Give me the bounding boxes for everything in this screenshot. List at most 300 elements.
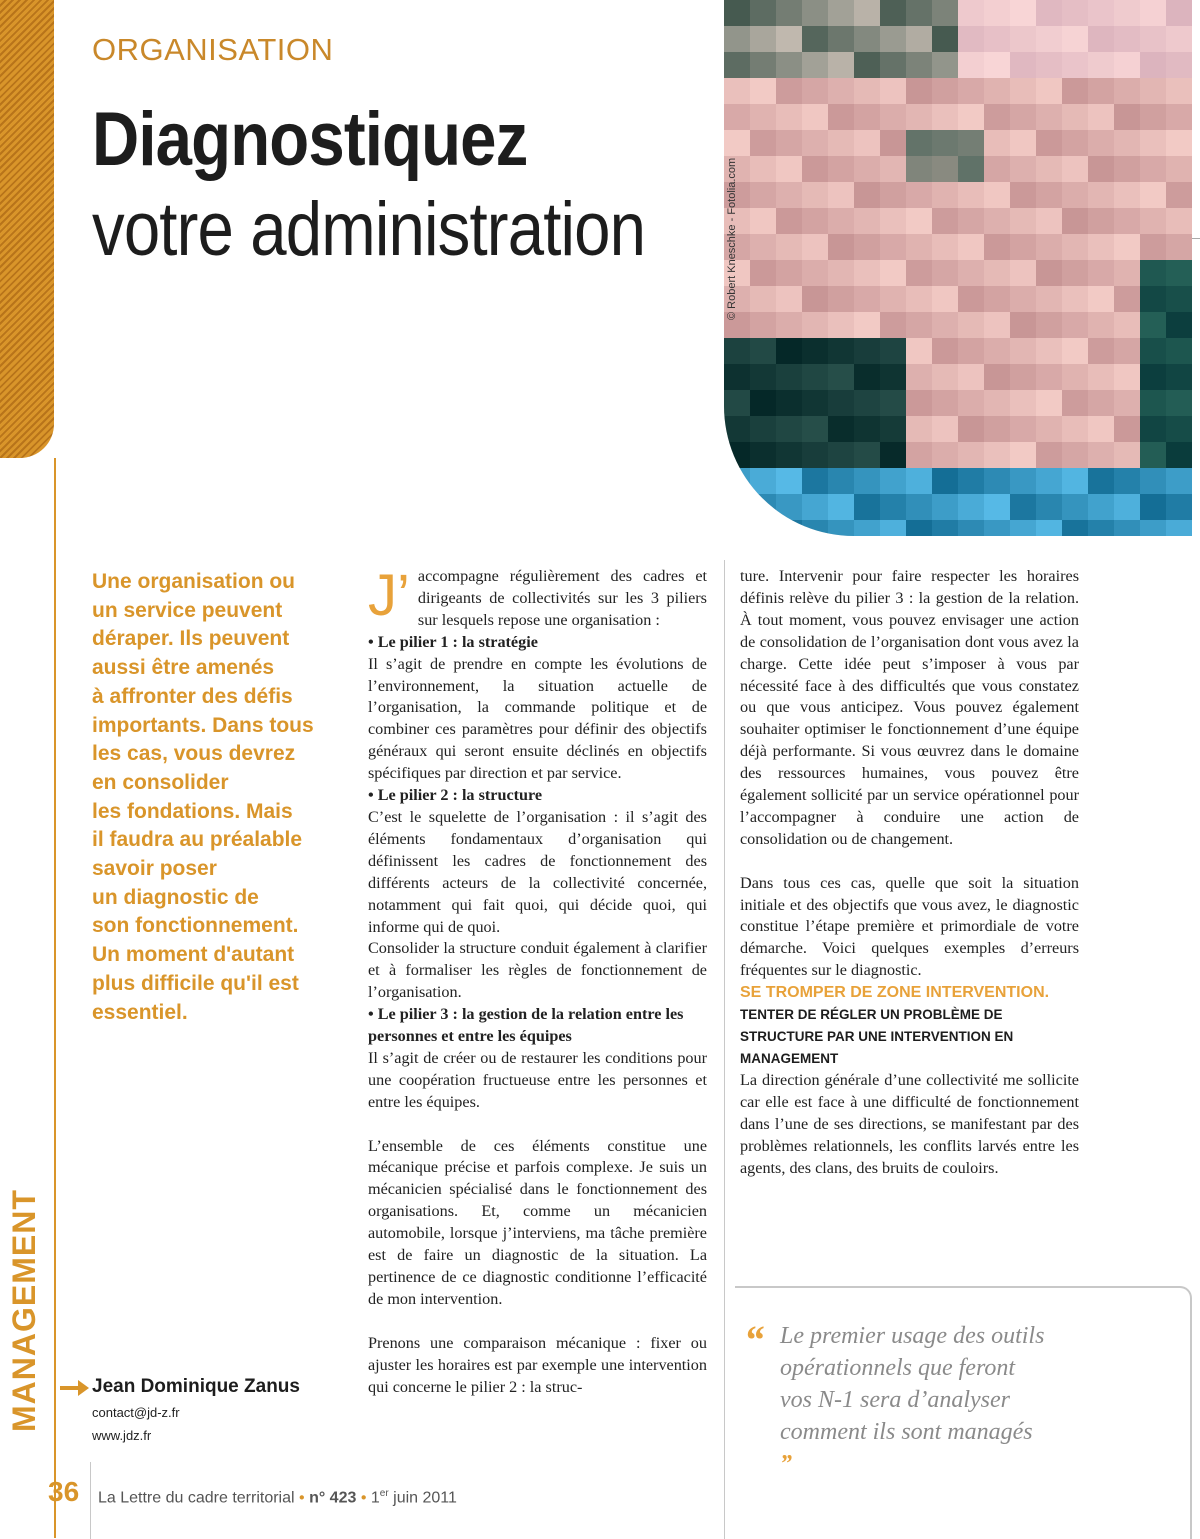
pixel-tile [1010, 130, 1036, 156]
pixel-tile [1062, 208, 1088, 234]
pixel-tile [932, 130, 958, 156]
pixel-tile [880, 416, 906, 442]
pixel-tile [1140, 0, 1166, 26]
pixel-tile [828, 364, 854, 390]
pixel-tile [1088, 364, 1114, 390]
pixel-tile [854, 312, 880, 338]
pixel-tile [854, 286, 880, 312]
pixelated-portrait-photo [724, 0, 1192, 536]
pixel-tile [854, 208, 880, 234]
pixel-tile [724, 364, 750, 390]
pixel-tile [1062, 182, 1088, 208]
pixel-tile [1088, 520, 1114, 536]
pixel-tile [724, 78, 750, 104]
pixel-tile [776, 312, 802, 338]
pixel-tile [854, 104, 880, 130]
pixel-tile [1088, 390, 1114, 416]
pixel-tile [1010, 182, 1036, 208]
pixel-tile [1010, 416, 1036, 442]
pixel-tile [1140, 78, 1166, 104]
pixel-tile [1062, 312, 1088, 338]
paragraph: C’est le squelette de l’organisation : il s’agit des éléments fondamentaux d’organisation qui définissent les cadres de fonctionnement des différents acteurs de la collectivité concernée, notamment qui fait quoi, qui décide quoi, qui informe qui de quoi. [368, 807, 707, 936]
pixel-tile [1036, 416, 1062, 442]
pixel-tile [1010, 312, 1036, 338]
pixel-tile [750, 182, 776, 208]
pixel-tile [1166, 338, 1192, 364]
author-website-link[interactable]: www.jdz.fr [92, 1428, 152, 1443]
pixel-tile [724, 390, 750, 416]
pixel-tile [932, 52, 958, 78]
pixel-tile [750, 0, 776, 26]
footer-bullet: • [299, 1489, 305, 1507]
pixel-tile [984, 494, 1010, 520]
pixel-tile [984, 26, 1010, 52]
pixel-tile [1114, 156, 1140, 182]
pixel-tile [1088, 286, 1114, 312]
pixel-tile [802, 78, 828, 104]
footer-publication-line [98, 1488, 457, 1507]
pixel-tile [932, 26, 958, 52]
pixel-tile [1114, 52, 1140, 78]
pixel-tile [1114, 104, 1140, 130]
pull-quote-line [780, 1416, 1110, 1480]
pixel-tile [1062, 26, 1088, 52]
pixel-tile [958, 338, 984, 364]
pixel-tile [1114, 260, 1140, 286]
pull-quote-line: vos N-1 sera d’analyser [780, 1387, 1010, 1413]
pixel-tile [1010, 104, 1036, 130]
standfirst [92, 568, 317, 1027]
dropcap: J’ [368, 563, 410, 628]
article-column-2 [740, 566, 1079, 1180]
pixel-tile [1114, 78, 1140, 104]
pixel-tile [906, 104, 932, 130]
pixel-tile [854, 442, 880, 468]
pixel-tile [880, 260, 906, 286]
pixel-tile [854, 0, 880, 26]
pixel-tile [984, 234, 1010, 260]
pixel-tile [828, 104, 854, 130]
pixel-tile [776, 104, 802, 130]
paragraph: L’ensemble de ces éléments constitue une mécanique précise et parfois complexe. Je suis un mécanicien spécialisé dans le fonctionnement des organisations. Et, comme un mécanicien automobile, lorsque j’interviens, ma tâche première est de faire un diagnostic de la situation. La pertinence de ce diagnostic conditionne l’efficacité de mon intervention. [368, 1136, 707, 1308]
footer-bullet: • [360, 1489, 367, 1507]
pixel-tile [984, 468, 1010, 494]
pixel-tile [724, 442, 750, 468]
pixel-tile [1140, 364, 1166, 390]
pixel-tile [932, 286, 958, 312]
pixel-tile [906, 208, 932, 234]
standfirst-line: aussi être amenés [92, 656, 275, 680]
pixel-tile [750, 156, 776, 182]
pixel-tile [1036, 26, 1062, 52]
pixel-tile [1036, 208, 1062, 234]
pixel-tile [906, 364, 932, 390]
photo-credit: © Robert Kneschke - Fotolia.com [726, 157, 738, 320]
pixel-tile [958, 104, 984, 130]
standfirst-line: essentiel. [92, 1000, 188, 1024]
pixel-tile [1166, 208, 1192, 234]
pixel-tile [1140, 520, 1166, 536]
pixel-tile [1088, 0, 1114, 26]
pixel-tile [802, 234, 828, 260]
pixel-tile [1166, 234, 1192, 260]
pixel-tile [828, 338, 854, 364]
pixel-tile [880, 442, 906, 468]
standfirst-line: en consolider [92, 770, 229, 794]
pixel-tile [1062, 156, 1088, 182]
pixel-tile [802, 104, 828, 130]
footer-rule [90, 1462, 91, 1539]
pixel-tile [958, 468, 984, 494]
pixel-tile [958, 208, 984, 234]
pixel-tile [1114, 416, 1140, 442]
section-subheading: TENTER DE RÉGLER UN PROBLÈME DE STRUCTURE PAR UNE INTERVENTION EN MANAGEMENT [740, 1007, 1014, 1067]
pixel-tile [802, 52, 828, 78]
pixel-tile [1010, 520, 1036, 536]
pixel-tile [906, 468, 932, 494]
standfirst-line: importants. Dans tous [92, 713, 314, 737]
pixel-tile [854, 130, 880, 156]
pixel-tile [1036, 0, 1062, 26]
pixel-tile [854, 234, 880, 260]
side-stripe-decoration [0, 0, 54, 458]
standfirst-line: il faudra au préalable [92, 828, 303, 852]
pixel-tile [1114, 390, 1140, 416]
pixel-tile [802, 364, 828, 390]
pixel-tile [828, 130, 854, 156]
pixel-tile [1140, 338, 1166, 364]
pixel-tile [724, 26, 750, 52]
pull-quote-last-text: comment ils sont managés [780, 1419, 1033, 1445]
pixel-tile [984, 156, 1010, 182]
pixel-tile [776, 390, 802, 416]
pixel-tile [1088, 26, 1114, 52]
arrow-right-icon [60, 1378, 90, 1398]
pixel-tile [1036, 182, 1062, 208]
standfirst-line: Une organisation ou [92, 570, 296, 593]
pixel-tile [1010, 390, 1036, 416]
pixel-tile [1166, 260, 1192, 286]
pixel-tile [802, 494, 828, 520]
pixel-tile [984, 390, 1010, 416]
pixel-tile [906, 78, 932, 104]
paragraph-gap [368, 1311, 707, 1333]
pixel-tile [1010, 260, 1036, 286]
pixel-tile [854, 182, 880, 208]
pixel-tile [802, 208, 828, 234]
side-rule [54, 458, 56, 1538]
pixel-tile [1062, 338, 1088, 364]
pixel-tile [958, 416, 984, 442]
pixel-tile [1010, 78, 1036, 104]
pixel-tile [880, 312, 906, 338]
pixel-tile [880, 208, 906, 234]
pixel-tile [750, 468, 776, 494]
pixel-tile [958, 364, 984, 390]
pixel-tile [776, 130, 802, 156]
pixel-tile [1166, 442, 1192, 468]
pixel-tile [1088, 130, 1114, 156]
pixel-tile [932, 494, 958, 520]
pixel-tile [1114, 182, 1140, 208]
pixel-tile [776, 208, 802, 234]
pixel-tile [1088, 312, 1114, 338]
headline-line-1: Diagnostiquez [92, 97, 528, 182]
pixel-tile [932, 390, 958, 416]
pixel-tile [1036, 494, 1062, 520]
pixel-tile [932, 442, 958, 468]
pixel-tile [724, 416, 750, 442]
pixel-tile [1166, 78, 1192, 104]
pixel-tile [854, 156, 880, 182]
standfirst-line: un service peuvent [92, 598, 283, 622]
pixel-tile [750, 312, 776, 338]
pixel-tile [984, 312, 1010, 338]
pixel-tile [802, 390, 828, 416]
pixel-tile [1114, 0, 1140, 26]
pixel-tile [854, 338, 880, 364]
issue-date-day: 1 [370, 1489, 380, 1507]
pixel-tile [802, 156, 828, 182]
pixel-tile [802, 520, 828, 536]
pixel-tile [1062, 78, 1088, 104]
pixel-tile [906, 312, 932, 338]
pixel-tile [1114, 26, 1140, 52]
pixel-tile [958, 312, 984, 338]
pixel-tile [1088, 338, 1114, 364]
pixel-tile [776, 338, 802, 364]
section-label: MANAGEMENT [6, 1189, 42, 1432]
pixel-tile [984, 0, 1010, 26]
pixel-tile [776, 494, 802, 520]
pixel-tile [1140, 156, 1166, 182]
pixel-tile [1010, 364, 1036, 390]
pixel-tile [854, 26, 880, 52]
pixel-tile [1166, 182, 1192, 208]
pixel-tile [1140, 182, 1166, 208]
pixel-tile [958, 26, 984, 52]
paragraph: ture. Intervenir pour faire respecter les horaires définis relève du pilier 3 : la gestion de la relation. À tout moment, vous pouvez envisager une action de consolidation de l’organisation dont vous avez la charge. Cette idée peut s’imposer à vous par nécessité face à des difficultés que vous constatez ou que vous anticipez. Vous pouvez également souhaiter optimiser le fonctionnement d’une équipe déjà performante. Si vous œuvrez dans le domaine des ressources humaines, vous pouvez être également sollicité par un service opérationnel pour l’accompagner à conduire une action de consolidation ou de changement. [740, 567, 1079, 848]
pixel-tile [1062, 52, 1088, 78]
paragraph-gap [368, 1114, 707, 1136]
pixel-tile [1166, 286, 1192, 312]
pixel-tile [1010, 338, 1036, 364]
pixel-tile [1036, 312, 1062, 338]
paragraph: Dans tous ces cas, quelle que soit la situation initiale et des objectifs que vous avez, le diagnostic constitue l’étape première et primordiale de votre démarche. Voici quelques exemples d’erreurs fréquentes sur le diagnostic. [740, 873, 1079, 980]
paragraph: Il s’agit de créer ou de restaurer les conditions pour une coopération fructueuse entre les personnes et entre les équipes. [368, 1048, 707, 1111]
pixel-tile [1036, 442, 1062, 468]
pixel-tile [932, 260, 958, 286]
pixel-tile [750, 104, 776, 130]
pixel-tile [906, 338, 932, 364]
pixel-tile [1114, 312, 1140, 338]
pixel-tile [1036, 156, 1062, 182]
quote-close-mark: ” [780, 1451, 792, 1477]
pixel-tile [1166, 390, 1192, 416]
pixel-tile [776, 78, 802, 104]
pixel-tile [776, 260, 802, 286]
standfirst-line: son fonctionnement. [92, 914, 299, 938]
paragraph-gap [740, 851, 1079, 873]
pixel-tile [1062, 0, 1088, 26]
standfirst-line: les fondations. Mais [92, 799, 293, 823]
pixel-tile [776, 52, 802, 78]
pixel-tile [1010, 26, 1036, 52]
pixel-tile [776, 0, 802, 26]
pixel-tile [932, 338, 958, 364]
pixel-tile [1166, 0, 1192, 26]
pillar-1-title: • Le pilier 1 : la stratégie [368, 632, 538, 651]
pixel-tile [750, 52, 776, 78]
pixel-tile [1036, 520, 1062, 536]
pixel-tile [1114, 208, 1140, 234]
pixel-tile [958, 0, 984, 26]
pixel-tile [1010, 234, 1036, 260]
pixel-tile [1088, 182, 1114, 208]
pixel-tile [1010, 208, 1036, 234]
pillar-heading [368, 1004, 707, 1048]
standfirst-line: déraper. Ils peuvent [92, 627, 290, 651]
pixel-tile [984, 338, 1010, 364]
standfirst-line: les cas, vous devrez [92, 742, 296, 766]
pixel-tile [932, 208, 958, 234]
pixel-tile [984, 260, 1010, 286]
pixel-tile [750, 26, 776, 52]
author-email-link[interactable]: contact@jd-z.fr [92, 1405, 180, 1420]
pixel-tile [1062, 416, 1088, 442]
pixel-tile [802, 338, 828, 364]
pixel-tile [932, 182, 958, 208]
pixel-tile [906, 286, 932, 312]
standfirst-line: un diagnostic de [92, 885, 259, 909]
pixel-tile [1166, 494, 1192, 520]
pixel-tile [750, 520, 776, 536]
pixel-tile [958, 442, 984, 468]
pixel-tile [776, 416, 802, 442]
pixel-tile [828, 520, 854, 536]
pixel-tile [854, 468, 880, 494]
pixel-tile [958, 78, 984, 104]
pixel-tile [880, 338, 906, 364]
pixel-tile [1114, 468, 1140, 494]
pixel-tile [958, 234, 984, 260]
pixel-tile [750, 78, 776, 104]
pixel-tile [1166, 130, 1192, 156]
pixel-tile [984, 442, 1010, 468]
pixel-tile [1036, 52, 1062, 78]
pixel-tile [958, 130, 984, 156]
pixel-tile [1166, 416, 1192, 442]
pixel-tile [776, 442, 802, 468]
pixel-tile [724, 468, 750, 494]
pixel-tile [1088, 260, 1114, 286]
pixel-tile [724, 0, 750, 26]
pixel-tile [1140, 416, 1166, 442]
pixel-tile [750, 416, 776, 442]
pixel-tile [1036, 104, 1062, 130]
pixel-tile [854, 520, 880, 536]
pixel-tile [1062, 260, 1088, 286]
pixel-tile [958, 520, 984, 536]
pixel-tile [1140, 286, 1166, 312]
pixel-tile [906, 0, 932, 26]
pixel-tile [1166, 364, 1192, 390]
pixel-tile [906, 234, 932, 260]
pull-quote [780, 1320, 1110, 1480]
pixel-tile [776, 520, 802, 536]
pixel-tile [750, 442, 776, 468]
pixel-tile [1166, 520, 1192, 536]
pixel-tile [1062, 286, 1088, 312]
paragraph: Consolider la structure conduit également à clarifier et à formaliser les règles de fonctionnement de l’organisation. [368, 939, 707, 1002]
pixel-tile [1114, 286, 1140, 312]
pixel-tile [932, 234, 958, 260]
pixel-tile [776, 234, 802, 260]
pixel-tile [1166, 26, 1192, 52]
pixel-tile [854, 364, 880, 390]
pixel-tile [880, 364, 906, 390]
pixel-tile [1140, 312, 1166, 338]
pillar-3-title: • Le pilier 3 : la gestion de la relation entre les personnes et entre les équipes [368, 1005, 684, 1046]
paragraph: Prenons une comparaison mécanique : fixer ou ajuster les horaires est par exemple une intervention qui concerne le pilier 2 : la struc- [368, 1333, 707, 1396]
pixel-tile [906, 390, 932, 416]
pixel-tile [828, 260, 854, 286]
paragraph: Il s’agit de prendre en compte les évolutions de l’environnement, la situation actuelle de l’organisation, la commande politique et de combiner ces paramètres pour définir des objectifs généraux qui seront ensuite déclinés en objectifs spécifiques par direction et par service. [368, 654, 707, 783]
pixel-tile [776, 156, 802, 182]
pixel-tile [958, 286, 984, 312]
pixel-tile [750, 390, 776, 416]
pixel-tile [880, 286, 906, 312]
pixel-tile [984, 52, 1010, 78]
pixel-tile [1088, 208, 1114, 234]
pixel-tile [828, 182, 854, 208]
pixel-tile [1036, 78, 1062, 104]
pixel-tile [828, 286, 854, 312]
pixel-tile [1140, 208, 1166, 234]
pixel-tile [1036, 364, 1062, 390]
pixel-tile [958, 260, 984, 286]
pixel-tile [1114, 234, 1140, 260]
article-column-1 [368, 563, 707, 1398]
pixel-tile [1062, 442, 1088, 468]
pixel-tile [932, 104, 958, 130]
pixel-tile [854, 78, 880, 104]
pixel-tile [1062, 364, 1088, 390]
pixel-tile [828, 208, 854, 234]
pixel-tile [854, 390, 880, 416]
pixel-tile [1088, 442, 1114, 468]
pixel-tile [828, 0, 854, 26]
pixel-tile [958, 182, 984, 208]
pixel-tile [932, 312, 958, 338]
pixel-tile [1140, 494, 1166, 520]
pixel-tile [906, 52, 932, 78]
pixel-tile [776, 468, 802, 494]
pixel-tile [906, 494, 932, 520]
pixel-tile [750, 260, 776, 286]
pixel-tile [1088, 52, 1114, 78]
pixel-tile [1062, 520, 1088, 536]
pixel-tile [880, 130, 906, 156]
pixel-tile [776, 364, 802, 390]
pixel-tile [958, 52, 984, 78]
pixel-tile [802, 442, 828, 468]
standfirst-line: savoir poser [92, 857, 217, 881]
pixel-tile [1114, 338, 1140, 364]
pixel-tile [1140, 52, 1166, 78]
pixel-tile [828, 416, 854, 442]
pixel-tile [854, 494, 880, 520]
